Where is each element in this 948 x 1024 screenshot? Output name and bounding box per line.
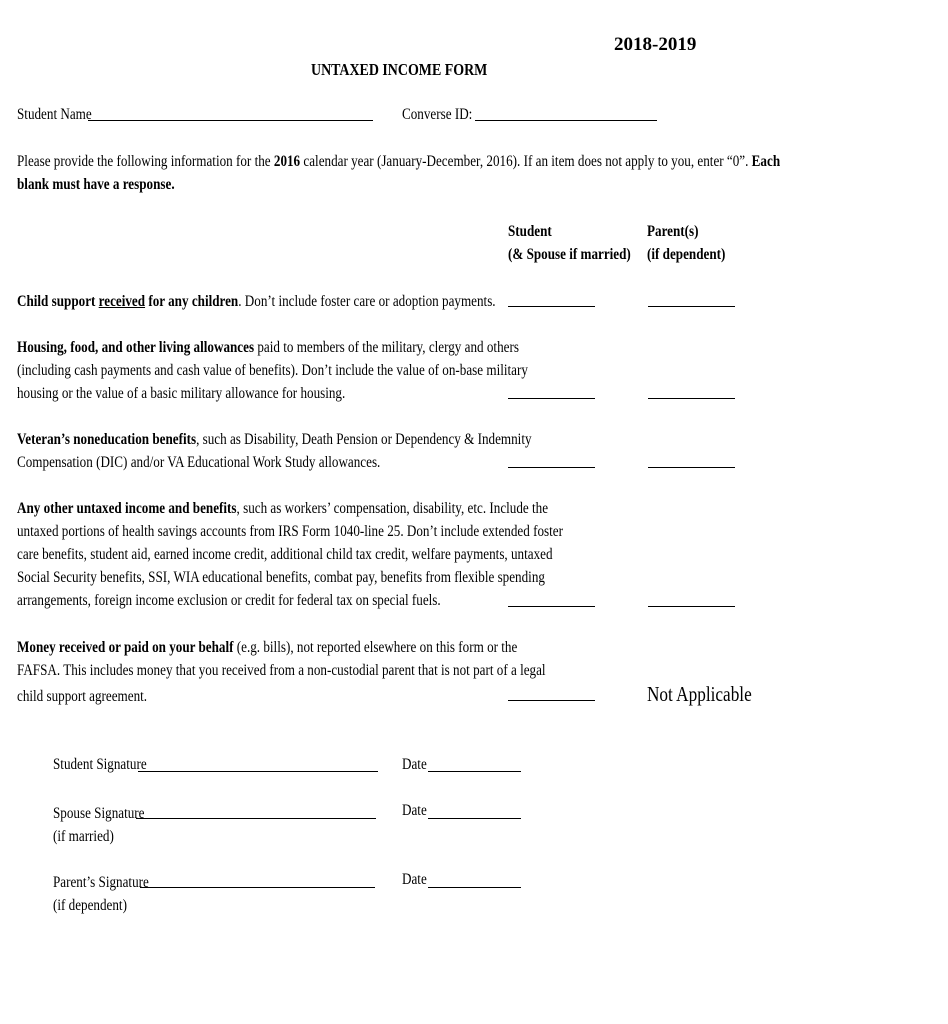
- spouse-date-field[interactable]: [428, 818, 521, 819]
- form-year: 2018-2019: [614, 34, 697, 55]
- money-behalf-parent-value: Not Applicable: [647, 682, 752, 706]
- parent-signature-field[interactable]: [140, 887, 375, 888]
- parent-date-field[interactable]: [428, 887, 521, 888]
- item-child-support: Child support received for any children. Don’t include foster care or adoption payments.: [17, 293, 496, 310]
- veterans-parent-field[interactable]: [648, 467, 735, 468]
- veterans-student-field[interactable]: [508, 467, 595, 468]
- student-date-label: Date: [402, 756, 427, 773]
- housing-student-field[interactable]: [508, 398, 595, 399]
- spouse-date-label: Date: [402, 802, 427, 819]
- housing-parent-field[interactable]: [648, 398, 735, 399]
- item-housing-allowances: Housing, food, and other living allowances paid to members of the military, clergy and others (including cash payments and cash value of benefits). Don’t include the value of on-base military housing or the value of a basic military allowance for housing.: [17, 339, 528, 402]
- item-money-on-behalf: Money received or paid on your behalf (e.g. bills), not reported elsewhere on this form or the FAFSA. This includes money that you received from a non-custodial parent that is not part of a legal child support agreement.: [17, 639, 546, 705]
- parent-signature-label: Parent’s Signature (if dependent): [53, 874, 149, 914]
- form-title: UNTAXED INCOME FORM: [311, 60, 488, 79]
- other-income-parent-field[interactable]: [648, 606, 735, 607]
- student-date-field[interactable]: [428, 771, 521, 772]
- item-veterans-benefits: Veteran’s noneducation benefits, such as Disability, Death Pension or Dependency & Indemnity Compensation (DIC) and/or VA Educational Work Study allowances.: [17, 431, 532, 471]
- item-other-untaxed-income: Any other untaxed income and benefits, such as workers’ compensation, disability, etc. Include the untaxed portions of health savings accounts from IRS Form 1040-line 25. Don’t include extended foster care benefits, student aid, earned income credit, additional child tax credit, welfare payments, untaxed Social Security benefits, SSI, WIA educational benefits, combat pay, benefits from flexible spending arrangements, foreign income exclusion or credit for federal tax on special fuels.: [17, 500, 563, 609]
- student-name-field[interactable]: [88, 120, 373, 121]
- other-income-student-field[interactable]: [508, 606, 595, 607]
- student-signature-label: Student Signature: [53, 756, 147, 773]
- student-signature-field[interactable]: [138, 771, 378, 772]
- money-behalf-student-field[interactable]: [508, 700, 595, 701]
- parent-date-label: Date: [402, 871, 427, 888]
- converse-id-field[interactable]: [475, 120, 657, 121]
- child-support-parent-field[interactable]: [648, 306, 735, 307]
- spouse-signature-field[interactable]: [136, 818, 376, 819]
- student-name-label: Student Name: [17, 106, 92, 123]
- spouse-signature-label: Spouse Signature (if married): [53, 805, 145, 845]
- instructions: Please provide the following information for the 2016 calendar year (January-December, 2016). If an item does not apply to you, enter “0”. Each blank must have a response.: [17, 153, 781, 193]
- converse-id-label: Converse ID:: [402, 106, 473, 123]
- column-header-parent: Parent(s) (if dependent): [647, 223, 726, 263]
- child-support-student-field[interactable]: [508, 306, 595, 307]
- column-header-student: Student (& Spouse if married): [508, 223, 631, 263]
